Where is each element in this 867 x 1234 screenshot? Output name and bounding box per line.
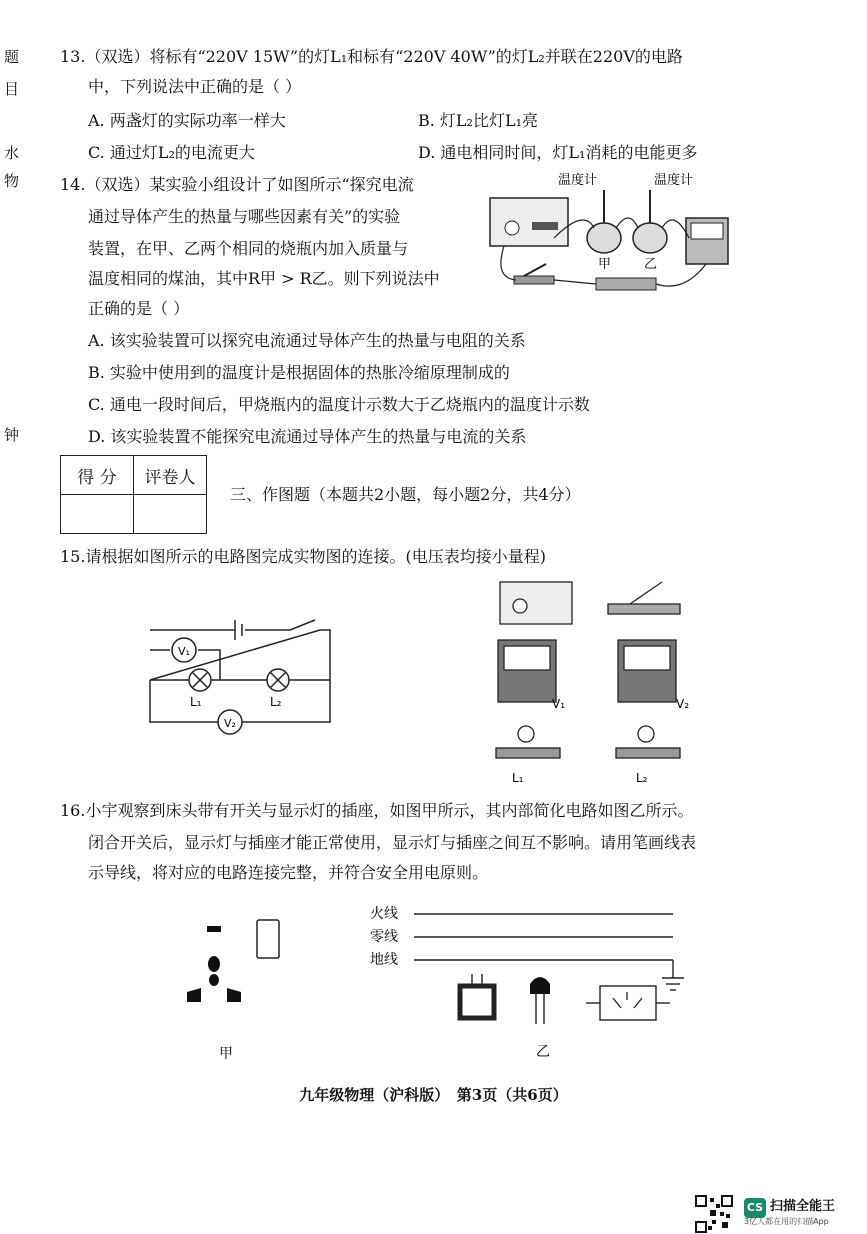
q16-stem-line1: 16.小宇观察到床头带有开关与显示灯的插座，如图甲所示，其内部简化电路如图乙所示。	[60, 801, 694, 820]
figure-label-jia: 甲	[219, 1046, 233, 1060]
label-l1-physical: L₁	[512, 771, 524, 785]
grader-cell[interactable]	[134, 495, 207, 534]
score-table	[60, 455, 207, 534]
grader-header: 评卷人	[134, 456, 207, 495]
q14-stem-line5: 正确的是（ ）	[88, 299, 190, 318]
label-l1: L₁	[190, 695, 202, 709]
q13-option-d: D. 通电相同时间，灯L₁消耗的电能更多	[418, 143, 698, 162]
switch	[608, 604, 680, 614]
figure-label-yi: 乙	[536, 1044, 550, 1060]
q14-experiment-figure	[484, 168, 734, 303]
q14-option-d: D. 该实验装置不能探究电流通过导体产生的热量与电流的关系	[88, 427, 527, 446]
q15-stem: 15.请根据如图所示的电路图完成实物图的连接。(电压表均接小量程)	[60, 547, 546, 566]
label-v1: V₁	[178, 645, 190, 658]
indicator-lamp-symbol	[530, 977, 550, 994]
q14-stem-line1: 14.（双选）某实验小组设计了如图所示“探究电流	[60, 175, 414, 194]
page-footer: 九年级物理（沪科版） 第3页（共6页）	[299, 1086, 568, 1104]
q13-option-c: C. 通过灯L₂的电流更大	[88, 143, 255, 162]
q14-stem-line2: 通过导体产生的热量与哪些因素有关”的实验	[88, 207, 401, 226]
power-supply	[500, 582, 572, 624]
live-wire-label: 火线	[370, 906, 398, 922]
ground-wire-label: 地线	[370, 952, 398, 968]
q13-option-a: A. 两盏灯的实际功率一样大	[88, 111, 286, 130]
margin-char: 钟	[4, 426, 20, 444]
margin-char: 水	[4, 144, 20, 162]
lamp-l2	[638, 726, 654, 742]
q13-stem-line1: 13.（双选）将标有“220V 15W”的灯L₁和标有“220V 40W”的灯L₂并联在220V的电路	[60, 47, 683, 66]
score-cell[interactable]	[61, 495, 134, 534]
q14-option-a: A. 该实验装置可以探究电流通过导体产生的热量与电阻的关系	[88, 331, 526, 350]
margin-char: 题	[4, 48, 20, 66]
q14-option-c: C. 通电一段时间后，甲烧瓶内的温度计示数大于乙烧瓶内的温度计示数	[88, 395, 590, 414]
label-l2-physical: L₂	[636, 771, 648, 785]
q14-stem-line4: 温度相同的煤油，其中R甲 > R乙。则下列说法中	[88, 269, 440, 288]
camscanner-logo: CS	[744, 1198, 766, 1218]
q14-option-b: B. 实验中使用到的温度计是根据固体的热胀冷缩原理制成的	[88, 363, 510, 382]
margin-char: 物	[4, 172, 20, 190]
flask-label-yi: 乙	[644, 257, 658, 272]
lamp-l1-base	[496, 748, 560, 758]
camscanner-tagline: 3亿人都在用的扫描App	[744, 1217, 829, 1226]
thermometer-label-2: 温度计	[654, 173, 694, 188]
label-v1-physical: V₁	[552, 697, 566, 711]
lamp-l1	[518, 726, 534, 742]
margin-char: 目	[4, 80, 20, 98]
q13-stem-line2: 中，下列说法中正确的是（ ）	[88, 77, 302, 96]
qr-code-icon	[694, 1194, 734, 1234]
flask-label-jia: 甲	[598, 257, 612, 272]
neutral-wire-label: 零线	[370, 929, 398, 945]
lamp-l2-base	[616, 748, 680, 758]
switch-panel	[257, 920, 279, 958]
switch	[514, 276, 554, 284]
score-header: 得 分	[61, 456, 134, 495]
section-title: 三、作图题（本题共2小题，每小题2分，共4分）	[230, 485, 581, 504]
q16-socket-figure	[175, 910, 285, 1060]
camscanner-brand: 扫描全能王	[770, 1199, 836, 1214]
label-v2-physical: V₂	[676, 697, 690, 711]
q15-circuit-diagram	[140, 610, 340, 740]
switch-symbol	[460, 986, 494, 1018]
rheostat	[596, 278, 656, 290]
thermometer-label-1: 温度计	[558, 173, 598, 188]
label-l2: L₂	[270, 695, 282, 709]
q16-stem-line3: 示导线，将对应的电路连接完整，并符合安全用电原则。	[88, 863, 489, 882]
q13-option-b: B. 灯L₂比灯L₁亮	[418, 111, 539, 130]
q15-physical-components	[490, 570, 710, 790]
q16-stem-line2: 闭合开关后，显示灯与插座才能正常使用，显示灯与插座之间互不影响。请用笔画线表	[88, 833, 697, 852]
q16-circuit-figure	[368, 898, 698, 1063]
q14-stem-line3: 装置，在甲、乙两个相同的烧瓶内加入质量与	[88, 239, 409, 258]
socket-symbol	[600, 986, 656, 1020]
label-v2: V₂	[224, 717, 236, 730]
